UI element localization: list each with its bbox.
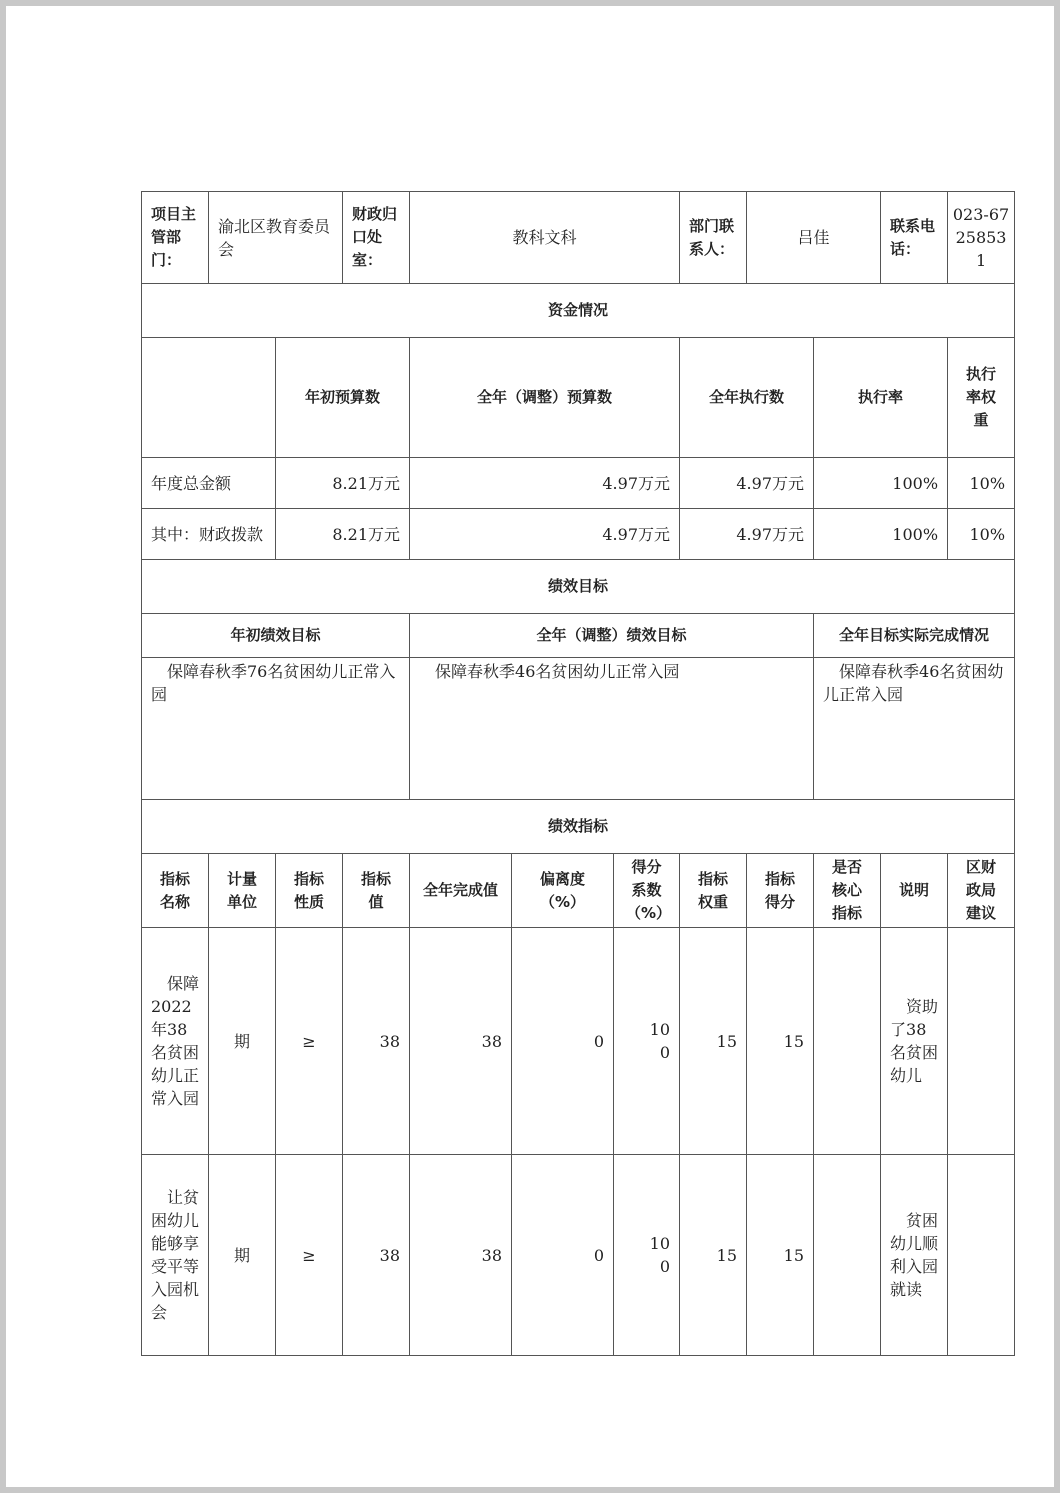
goals-section-title: 绩效目标 [142,560,1015,614]
performance-table [141,191,1015,1356]
goals-content-row [142,658,1015,800]
ind-col-target: 指标值 [343,854,410,928]
indicator-nature: ≥ [276,1155,343,1356]
funds-section-title: 资金情况 [142,284,1015,338]
funds-row-label: 年度总金额 [142,458,276,509]
indicator-score: 15 [747,928,814,1155]
indicator-core [814,928,881,1155]
indicators-section-title: 绩效指标 [142,800,1015,854]
funds-adjusted-value: 4.97万元 [410,509,680,560]
funds-executed-value: 4.97万元 [680,458,814,509]
ind-col-coefficient: 得分系数（%） [614,854,680,928]
indicator-advice [948,1155,1015,1356]
indicator-deviation: 0 [512,1155,614,1356]
funds-corner-cell [142,338,276,458]
indicator-name: 让贫困幼儿能够享受平等入园机会 [142,1155,209,1356]
funds-initial-value: 8.21万元 [276,458,410,509]
funds-initial-value: 8.21万元 [276,509,410,560]
funds-header-row [142,338,1015,458]
funds-col-executed: 全年执行数 [680,338,814,458]
contact-value: 吕佳 [747,192,881,284]
phone-value: 023-67258531 [948,192,1015,284]
indicator-note: 贫困幼儿顺利入园就读 [881,1155,948,1356]
indicator-coefficient: 100 [614,928,680,1155]
funds-col-rate: 执行率 [814,338,948,458]
contact-label: 部门联系人： [680,192,747,284]
ind-col-weight: 指标权重 [680,854,747,928]
header-row [142,192,1015,284]
ind-col-score: 指标得分 [747,854,814,928]
funds-col-adjusted: 全年（调整）预算数 [410,338,680,458]
funds-col-initial: 年初预算数 [276,338,410,458]
ind-col-name: 指标名称 [142,854,209,928]
funds-row-fiscal [142,509,1015,560]
goals-col-adjusted: 全年（调整）绩效目标 [410,614,814,658]
document-page [6,6,1054,1487]
ind-col-nature: 指标性质 [276,854,343,928]
indicator-completed: 38 [410,928,512,1155]
ind-col-deviation: 偏离度（%） [512,854,614,928]
indicator-name: 保障2022年38名贫困幼儿正常入园 [142,928,209,1155]
goals-col-initial: 年初绩效目标 [142,614,410,658]
goal-initial-text: 保障春秋季76名贫困幼儿正常入园 [142,658,410,800]
goals-col-actual: 全年目标实际完成情况 [814,614,1015,658]
indicator-coefficient: 100 [614,1155,680,1356]
funds-rate-value: 100% [814,458,948,509]
funds-executed-value: 4.97万元 [680,509,814,560]
finance-value: 教科文科 [410,192,680,284]
dept-value: 渝北区教育委员会 [209,192,343,284]
dept-label: 项目主管部门： [142,192,209,284]
indicator-note: 资助了38名贫困幼儿 [881,928,948,1155]
indicator-row [142,1155,1015,1356]
ind-col-note: 说明 [881,854,948,928]
funds-weight-value: 10% [948,509,1015,560]
funds-rate-value: 100% [814,509,948,560]
indicator-weight: 15 [680,1155,747,1356]
funds-row-label: 其中：财政拨款 [142,509,276,560]
indicator-weight: 15 [680,928,747,1155]
funds-weight-value: 10% [948,458,1015,509]
indicator-unit: 期 [209,1155,276,1356]
ind-col-advice: 区财政局建议 [948,854,1015,928]
ind-col-completed: 全年完成值 [410,854,512,928]
indicator-deviation: 0 [512,928,614,1155]
funds-row-total [142,458,1015,509]
finance-label: 财政归口处室： [343,192,410,284]
funds-col-weight: 执行率权重 [948,338,1015,458]
indicator-nature: ≥ [276,928,343,1155]
indicators-header-row [142,854,1015,928]
indicator-core [814,1155,881,1356]
goals-header-row [142,614,1015,658]
goal-adjusted-text: 保障春秋季46名贫困幼儿正常入园 [410,658,814,800]
funds-adjusted-value: 4.97万元 [410,458,680,509]
indicator-target: 38 [343,1155,410,1356]
indicator-unit: 期 [209,928,276,1155]
indicator-score: 15 [747,1155,814,1356]
indicator-advice [948,928,1015,1155]
indicator-target: 38 [343,928,410,1155]
ind-col-unit: 计量单位 [209,854,276,928]
indicator-completed: 38 [410,1155,512,1356]
phone-label: 联系电话： [881,192,948,284]
ind-col-core: 是否核心指标 [814,854,881,928]
goal-actual-text: 保障春秋季46名贫困幼儿正常入园 [814,658,1015,800]
indicator-row [142,928,1015,1155]
